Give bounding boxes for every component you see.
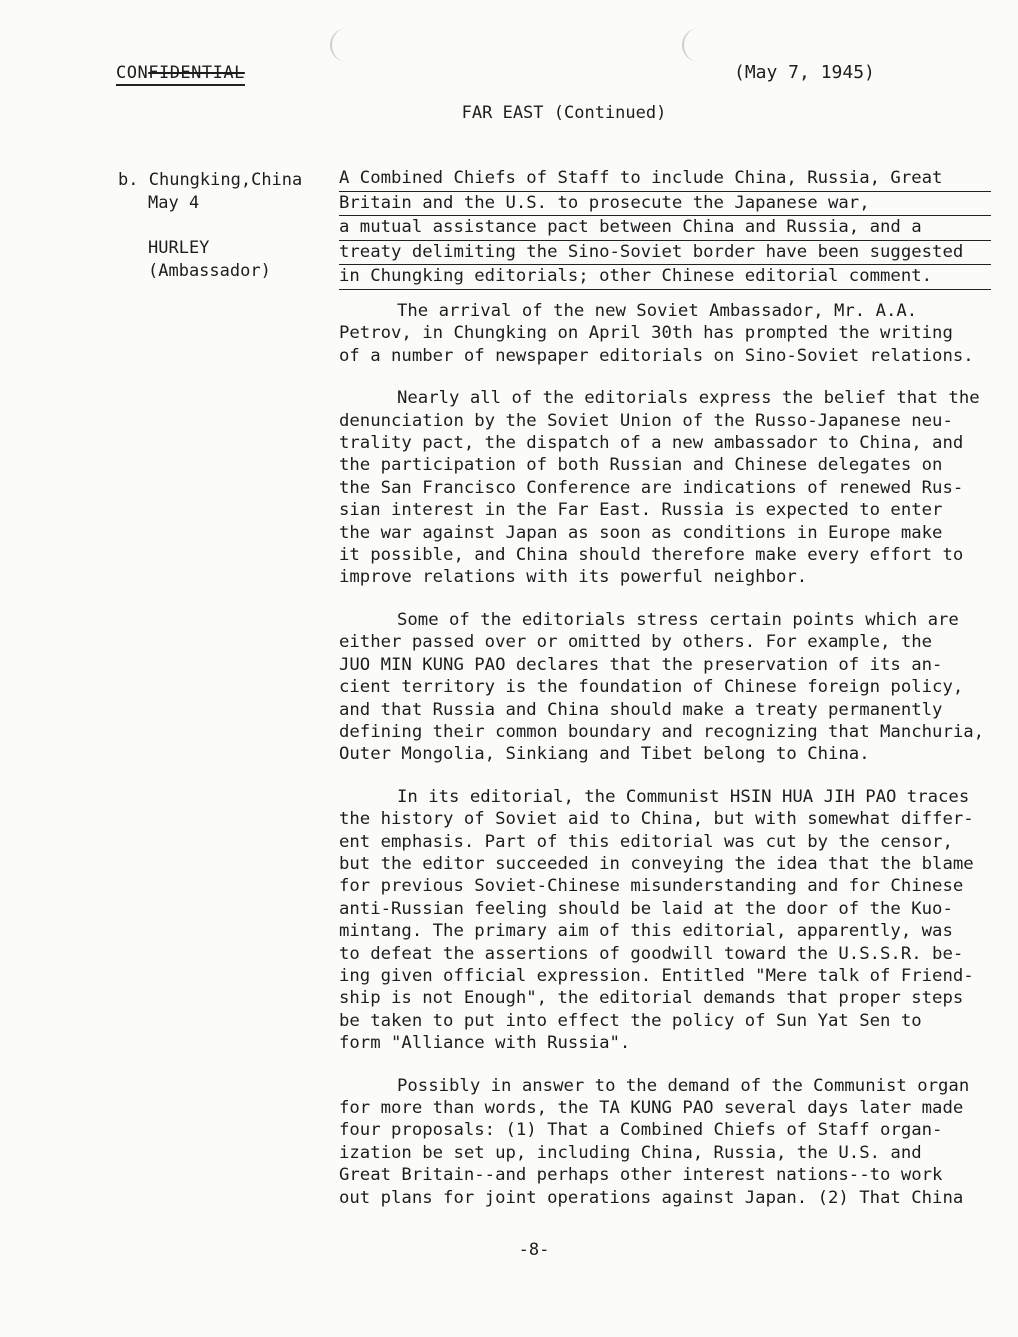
body-line: and that Russia and China should make a treaty permanently (339, 699, 943, 720)
page-number: -8- (518, 1240, 550, 1260)
body-line: Petrov, in Chungking on April 30th has prompted the writing (339, 323, 953, 344)
body-line: Possibly in answer to the demand of the Communist organ (397, 1075, 970, 1096)
item-date: May 4 (148, 193, 200, 213)
item-place: Chungking,China (148, 170, 303, 190)
summary-line: in Chungking editorials; other Chinese editorial comment. (339, 265, 991, 290)
body-line: it possible, and China should therefore make every effort to (339, 545, 964, 566)
body-line: anti-Russian feeling should be laid at the door of the Kuo- (339, 898, 953, 919)
item-source-name: HURLEY (148, 238, 210, 258)
item-dateline (118, 169, 302, 283)
body-line: cient territory is the foundation of Chinese foreign policy, (339, 677, 964, 698)
body-line: be taken to put into effect the policy of Sun Yat Sen to (339, 1010, 922, 1031)
body-paragraph (339, 387, 991, 589)
body-line: In its editorial, the Communist HSIN HUA JIH PAO traces (397, 786, 970, 807)
body-line: ing given official expression. Entitled "Mere talk of Friend- (339, 965, 974, 986)
body-line: either passed over or omitted by others. For example, the (339, 632, 933, 653)
body-line: the history of Soviet aid to China, but with somewhat differ- (339, 809, 974, 830)
item-label: b. (118, 170, 139, 190)
body-line: but the editor succeeded in conveying the idea that the blame (339, 853, 974, 874)
body-paragraph (339, 609, 991, 766)
body-line: Some of the editorials stress certain points which are (397, 609, 959, 630)
body-line: ent emphasis. Part of this editorial was cut by the censor, (339, 831, 953, 852)
body-line: Great Britain--and perhaps other interest nations--to work (339, 1165, 943, 1186)
summary-line: treaty delimiting the Sino-Soviet border have been suggested (339, 241, 991, 266)
body-line: out plans for joint operations against Japan. (2) That China (339, 1187, 964, 1208)
punch-hole-right (682, 28, 706, 62)
body-line: the war against Japan as soon as conditions in Europe make (339, 522, 943, 543)
body-line: ship is not Enough", the editorial demands that proper steps (339, 988, 964, 1009)
body-line: for previous Soviet-Chinese misunderstanding and for Chinese (339, 876, 964, 897)
body-line: ization be set up, including China, Russia, the U.S. and (339, 1142, 922, 1163)
body-line: The arrival of the new Soviet Ambassador, Mr. A.A. (397, 301, 918, 321)
body-line: four proposals: (1) That a Combined Chiefs of Staff organ- (339, 1120, 943, 1141)
body-paragraph (339, 1075, 991, 1209)
item-source-title: (Ambassador) (148, 261, 271, 281)
body-paragraph (339, 786, 991, 1055)
body-line: form "Alliance with Russia". (339, 1033, 631, 1054)
body-line: Outer Mongolia, Sinkiang and Tibet belong to China. (339, 744, 870, 765)
report-body (339, 300, 991, 1229)
body-line: improve relations with its powerful neighbor. (339, 567, 808, 588)
body-line: to defeat the assertions of goodwill toward the U.S.S.R. be- (339, 943, 964, 964)
body-line: the San Francisco Conference are indications of renewed Rus- (339, 477, 964, 498)
body-line: denunciation by the Soviet Union of the Russo-Japanese neu- (339, 410, 953, 431)
body-line: JUO MIN KUNG PAO declares that the preservation of its an- (339, 654, 943, 675)
classification-marking (116, 63, 245, 86)
body-line: defining their common boundary and recognizing that Manchuria, (339, 721, 985, 742)
punch-hole-left (330, 28, 354, 62)
summary-line: Britain and the U.S. to prosecute the Japanese war, (339, 192, 991, 217)
body-line: for more than words, the TA KUNG PAO several days later made (339, 1098, 964, 1118)
summary-line: a mutual assistance pact between China and Russia, and a (339, 216, 991, 241)
body-line: mintang. The primary aim of this editorial, apparently, was (339, 921, 953, 942)
body-paragraph (339, 300, 991, 367)
classification-visible: CON (116, 63, 149, 83)
body-line: of a number of newspaper editorials on Sino-Soviet relations. (339, 345, 974, 366)
body-line: the participation of both Russian and Chinese delegates on (339, 455, 943, 476)
body-line: sian interest in the Far East. Russia is expected to enter (339, 500, 943, 521)
document-date: (May 7, 1945) (734, 62, 875, 83)
body-line: trality pact, the dispatch of a new ambassador to China, and (339, 433, 964, 454)
section-title: FAR EAST (Continued) (461, 103, 667, 123)
summary-line: A Combined Chiefs of Staff to include China, Russia, Great (339, 167, 991, 192)
body-line: Nearly all of the editorials express the belief that the (397, 388, 980, 409)
classification-struck: FIDENTIAL (148, 63, 245, 83)
item-summary (339, 167, 991, 290)
